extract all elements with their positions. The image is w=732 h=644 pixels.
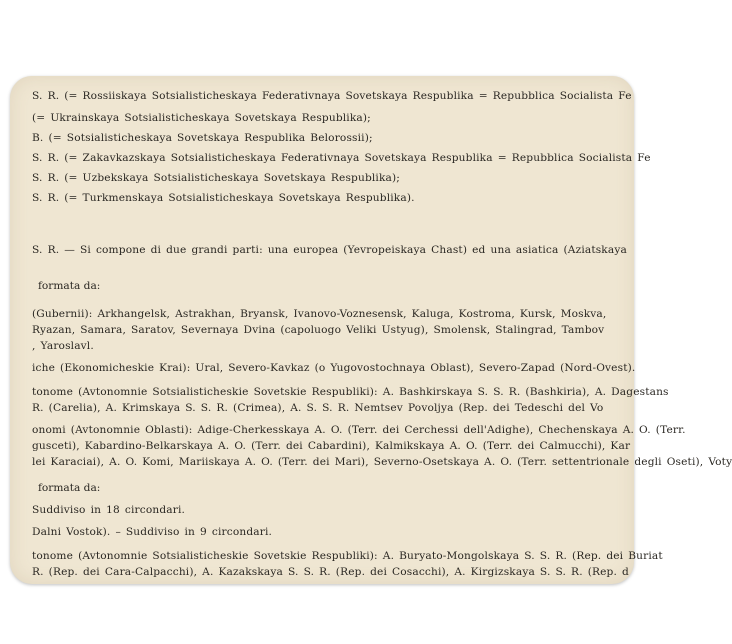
text-line: S. R. (= Uzbekskaya Sotsialisticheskaya Sovetskaya Respublika); — [32, 172, 400, 184]
text-line: S. R. — Si compone di due grandi parti: una europea (Yevropeiskaya Chast) ed una asiatica (Aziatskaya — [32, 244, 627, 256]
text-line: iche (Ekonomicheskie Krai): Ural, Severo-Kavkaz (o Yugovostochnaya Oblast), Severo-Zapad (Nord-Ovest). — [32, 362, 636, 374]
mousepad — [10, 76, 732, 584]
text-line: Suddiviso in 18 circondari. — [32, 504, 185, 516]
text-line: Dalni Vostok). – Suddiviso in 9 circondari. — [32, 526, 273, 538]
text-line: onomi (Avtonomnie Oblasti): Adige-Cherkesskaya A. O. (Terr. dei Cerchessi dell'Adighe), Chechenskaya A. O. (Terr. — [32, 424, 686, 436]
text-line: B. (= Sotsialisticheskaya Sovetskaya Respublika Belorossii); — [32, 132, 373, 144]
text-line: lei Karaciai), A. O. Komi, Mariiskaya A. O. (Terr. dei Mari), Severno-Osetskaya A. O. (Terr. settentrionale degli Oseti), Voty — [32, 456, 732, 468]
text-line: formata da: — [38, 482, 101, 494]
text-line: tonome (Avtonomnie Sotsialisticheskie Sovetskie Respubliki): A. Buryato-Mongolskaya S. S. R. (Rep. dei Buriat — [32, 550, 663, 562]
text-line: (Gubernii): Arkhangelsk, Astrakhan, Bryansk, Ivanovo-Voznesensk, Kaluga, Kostroma, Kursk, Moskva, — [32, 308, 607, 320]
text-line: S. R. (= Rossiiskaya Sotsialisticheskaya Federativnaya Sovetskaya Respublika = Repubblica Socialista Fe — [32, 90, 632, 102]
text-line: S. R. (= Zakavkazskaya Sotsialisticheskaya Federativnaya Sovetskaya Respublika = Repubblica Socialista Fe — [32, 152, 651, 164]
text-line: gusceti), Kabardino-Belkarskaya A. O. (Terr. dei Cabardini), Kalmikskaya A. O. (Terr. dei Calmucchi), Kar — [32, 440, 631, 452]
text-line: , Yaroslavl. — [32, 340, 94, 352]
text-line: Ryazan, Samara, Saratov, Severnaya Dvina (capoluogo Veliki Ustyug), Smolensk, Stalingrad, Tambov — [32, 324, 605, 336]
text-line: (= Ukrainskaya Sotsialisticheskaya Sovetskaya Respublika); — [32, 112, 371, 124]
document-page — [32, 90, 732, 584]
text-line: S. R. (= Turkmenskaya Sotsialisticheskaya Sovetskaya Respublika). — [32, 192, 415, 204]
text-line: R. (Rep. dei Cara-Calpacchi), A. Kazakskaya S. S. R. (Rep. dei Cosacchi), A. Kirgizskaya S. S. R. (Rep. d — [32, 566, 629, 578]
text-line: R. (Carelia), A. Krimskaya S. S. R. (Crimea), A. S. S. R. Nemtsev Povoljya (Rep. dei Tedeschi del Vo — [32, 402, 604, 414]
text-line: formata da: — [38, 280, 101, 292]
text-line: tonome (Avtonomnie Sotsialisticheskie Sovetskie Respubliki): A. Bashkirskaya S. S. R. (Bashkiria), A. Dagestans — [32, 386, 669, 398]
